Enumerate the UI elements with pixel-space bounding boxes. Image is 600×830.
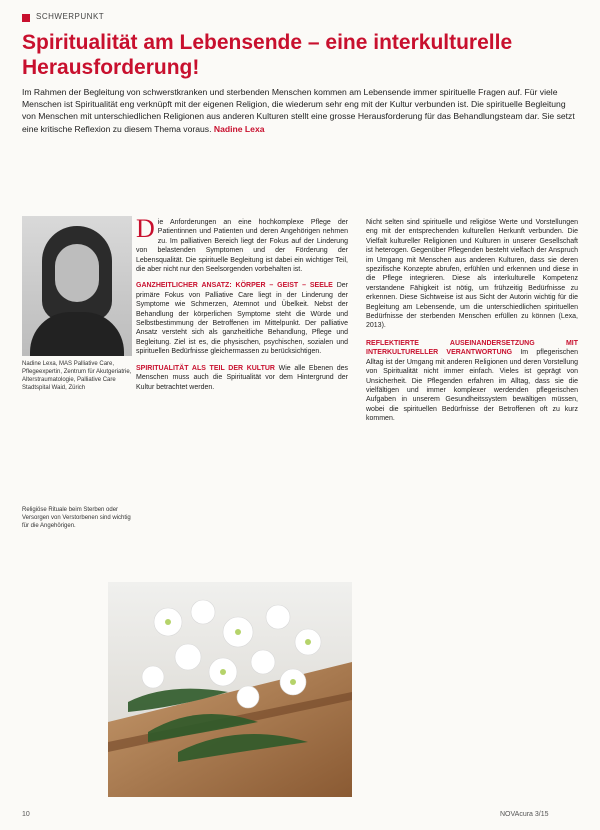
lead-text: Im Rahmen der Begleitung von schwerstkranken und sterbenden Menschen kommen am Lebensende immer spirituelle Fragen auf. Für viele Menschen ist Spiritualität eng verknüpft mit der eigenen Religion, die wiederum sehr eng mit der Kultur verbunden ist. Die spirituelle Begleitung von Menschen mit unterschiedlichen Religionen aus anderen Kulturen stellt eine grosse Herausforderung für das Behandlungsteam dar. Sie setzt eine kritische Reflexion zu diesem Thema voraus.	[22, 87, 575, 134]
dropcap: D	[136, 218, 155, 243]
col1-subhead-2: SPIRITUALITÄT ALS TEIL DER KULTUR	[136, 364, 275, 372]
article-title: Spiritualität am Lebensende – eine interkulturelle Herausforderung!	[22, 31, 513, 79]
orchid-illustration	[108, 582, 352, 797]
col1-paragraph-1: Die Anforderungen an eine hochkomplexe Pflege der Patientinnen und Patienten und deren Angehörigen nehmen zu. Im palliativen Bereich liegt der Fokus auf der Linderung von belastenden Symptomen und der Förderung der Lebensqualität. Die spirituelle Begleitung ist dabei ein wichtiger Teil, die aber nicht nur den Seelsorgenden vorbehalten ist.	[136, 218, 348, 274]
col1-subhead-1: GANZHEITLICHER ANSATZ: KÖRPER – GEIST – SEELE	[136, 282, 333, 290]
col2-subhead-1: REFLEKTIERTE AUSEINANDERSETZUNG MIT INTERKULTURELLER VERANTWORTUNG	[366, 339, 578, 357]
magazine-issue: NOVAcura 3/15	[500, 811, 549, 818]
column-1	[136, 218, 348, 574]
article-lead	[22, 86, 580, 135]
orchid-coffin-photo	[108, 582, 352, 797]
column-2	[366, 218, 578, 802]
image-caption: Religiöse Rituale beim Sterben oder Versorgen von Verstorbenen sind wichtig für die Angehörigen.	[22, 507, 131, 529]
section-marker	[22, 14, 30, 22]
col2-paragraph-2: REFLEKTIERTE AUSEINANDERSETZUNG MIT INTERKULTURELLER VERANTWORTUNG Im pflegerischen Alltag ist der Umgang mit anderen Religionen und deren Vorstellung von Spiritualität nicht immer einfach. Vieles ist geprägt von Unsicherheit. Die Pflegenden erfahren im Alltag, dass sie die vielfältigen und immer komplexer werdenden pflegerischen Aufgaben in unserem Gesundheitssystem bewältigen müssen, wobei die spirituellen Bedürfnisse der Betroffenen oft zu kurz kommen.	[366, 339, 578, 423]
section-label: SCHWERPUNKT	[36, 12, 105, 21]
col2-paragraph-1: Nicht selten sind spirituelle und religiöse Werte und Vorstellungen eng mit der entsprechenden kulturellen Herkunft verbunden. Die Vielfalt kultureller Religionen und Kulturen in unserer Gesellschaft ist heterogen. Gegenüber Pflegenden besteht vielfach der Anspruch im Umgang mit Menschen aus anderen Kulturen, dass sie deren spezifische Konzepte abrufen, erfühlen und erkennen und diese in die Pflege integrieren. Diese als interkulturelle Kompetenz verstandene Fähigkeit ist nötig, um frühzeitig Bedürfnisse zu erkennen. Diese Sichtweise ist aus Sicht der Autorin wichtig für die Begleitung am Lebensende, um die unterschiedlichen spirituellen Bedürfnisse der sterbenden Menschen erfüllen zu können (Lexa, 2013).	[366, 219, 578, 330]
col1-paragraph-2: GANZHEITLICHER ANSATZ: KÖRPER – GEIST – SEELE Der primäre Fokus von Palliative Care liegt in der Linderung der Symptome wie Schmerzen, Atemnot und Übelkeit. Nebst der Behandlung der körperlichen Symptome steht die Würde und Selbstbestimmung der Betroffenen im Mittelpunkt. Der palliative Ansatz versteht sich als ganzheitliche Behandlung, Pflege und Begleitung. Ziel ist es, die physischen, psychischen, sozialen und spirituellen Bedürfnisse gleichermassen zu berücksichtigen.	[136, 282, 348, 356]
author-bio-caption: Nadine Lexa, MAS Palliative Care, Pflegeexpertin, Zentrum für Akutgeriatrie, Alterstraumatologie, Palliative Care Stadtspital Waid, Zürich	[22, 361, 132, 391]
col1-paragraph-3: SPIRITUALITÄT ALS TEIL DER KULTUR Wie alle Ebenen des Menschen muss auch die Spiritualität vor dem Hintergrund der Kultur betrachtet werden.	[136, 364, 348, 391]
lead-author: Nadine Lexa	[213, 123, 265, 134]
author-photo	[22, 216, 132, 356]
page-number: 10	[22, 811, 30, 818]
